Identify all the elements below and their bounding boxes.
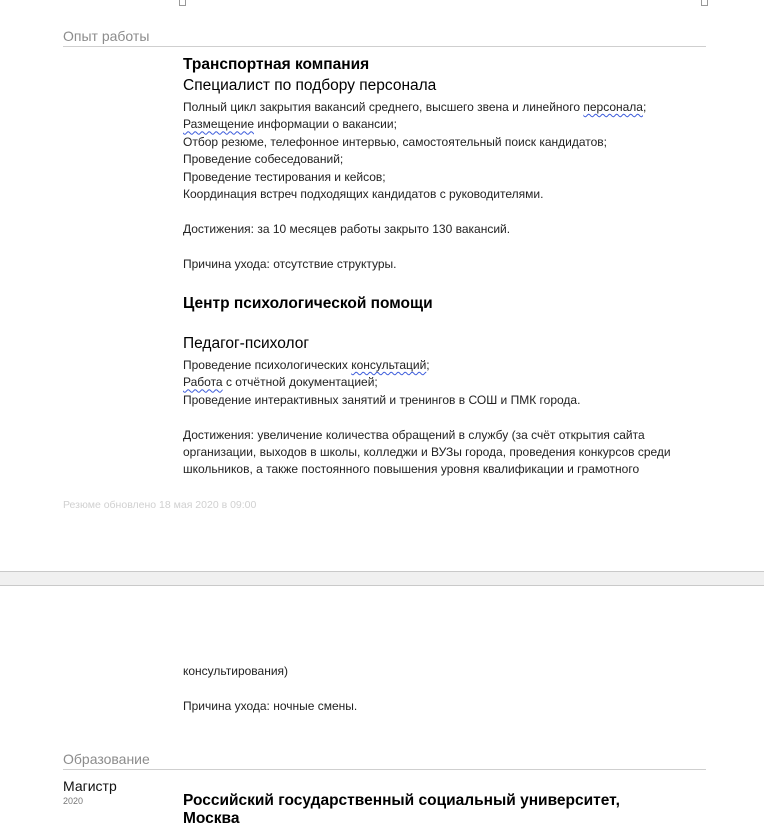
job-1-duty-3: Отбор резюме, телефонное интервью, самостоятельный поиск кандидатов; <box>183 134 608 149</box>
job-1-duty-4: Проведение собеседований; <box>183 152 344 167</box>
job-1-duty-2: Размещение информации о вакансии; <box>183 117 397 132</box>
education-section-title: Образование <box>63 751 706 770</box>
job-1-duty-5: Проведение тестирования и кейсов; <box>183 169 386 184</box>
job-1-duty-1: Полный цикл закрытия вакансий среднего, высшего звена и линейного персонала; <box>183 100 647 114</box>
education-degree: Магистр <box>63 778 117 794</box>
job-1-duties <box>183 99 683 273</box>
job-1-duty-6: Координация встреч подходящих кандидатов с руководителями. <box>183 187 544 202</box>
job-2-duties <box>183 357 683 479</box>
resume-updated-note: Резюме обновлено 18 мая 2020 в 09:00 <box>63 499 257 511</box>
job-1-company: Транспортная компания <box>183 56 370 73</box>
job-2-duty-3: Проведение интерактивных занятий и тренингов в СОШ и ПМК города. <box>183 392 581 407</box>
page-corner-mark-right <box>701 0 708 6</box>
job-1-leave-reason: Причина ухода: отсутствие структуры. <box>183 256 397 271</box>
page-break <box>0 571 764 586</box>
job-2-achievements-continued: консультирования) <box>183 664 289 678</box>
job-1-achievements: Достижения: за 10 месяцев работы закрыто 130 вакансий. <box>183 221 511 236</box>
job-2-duty-1: Проведение психологических консультаций; <box>183 358 430 372</box>
job-2-position: Педагог-психолог <box>183 335 309 352</box>
spellcheck-marked-word: персонала <box>583 100 643 114</box>
education-institution: Российский государственный социальный университет, Москва <box>183 792 620 827</box>
spellcheck-marked-word: Работа <box>183 375 223 390</box>
experience-section-title: Опыт работы <box>63 28 706 47</box>
job-entry-2 <box>183 295 683 479</box>
job-2-continued <box>183 663 683 715</box>
job-2-achievements-line-1: Достижения: увеличение количества обращений в службу (за счёт открытия сайта <box>183 427 645 442</box>
job-2-achievements-line-3: школьников, а также постоянного повышения уровня квалификации и грамотного <box>183 462 640 477</box>
job-entry-1 <box>183 56 683 273</box>
job-2-leave-reason: Причина ухода: ночные смены. <box>183 698 358 713</box>
job-2-achievements-line-2: организации, выходов в школы, колледжи и ВУЗы города, проведения конкурсов среди <box>183 445 671 460</box>
job-1-position: Специалист по подбору персонала <box>183 77 437 94</box>
spellcheck-marked-word: Размещение <box>183 117 254 132</box>
job-2-company: Центр психологической помощи <box>183 295 433 312</box>
education-year: 2020 <box>63 796 84 806</box>
job-2-duty-2: Работа с отчётной документацией; <box>183 375 378 390</box>
page-corner-mark-left <box>179 0 186 6</box>
spellcheck-marked-word: консультаций <box>351 358 427 372</box>
